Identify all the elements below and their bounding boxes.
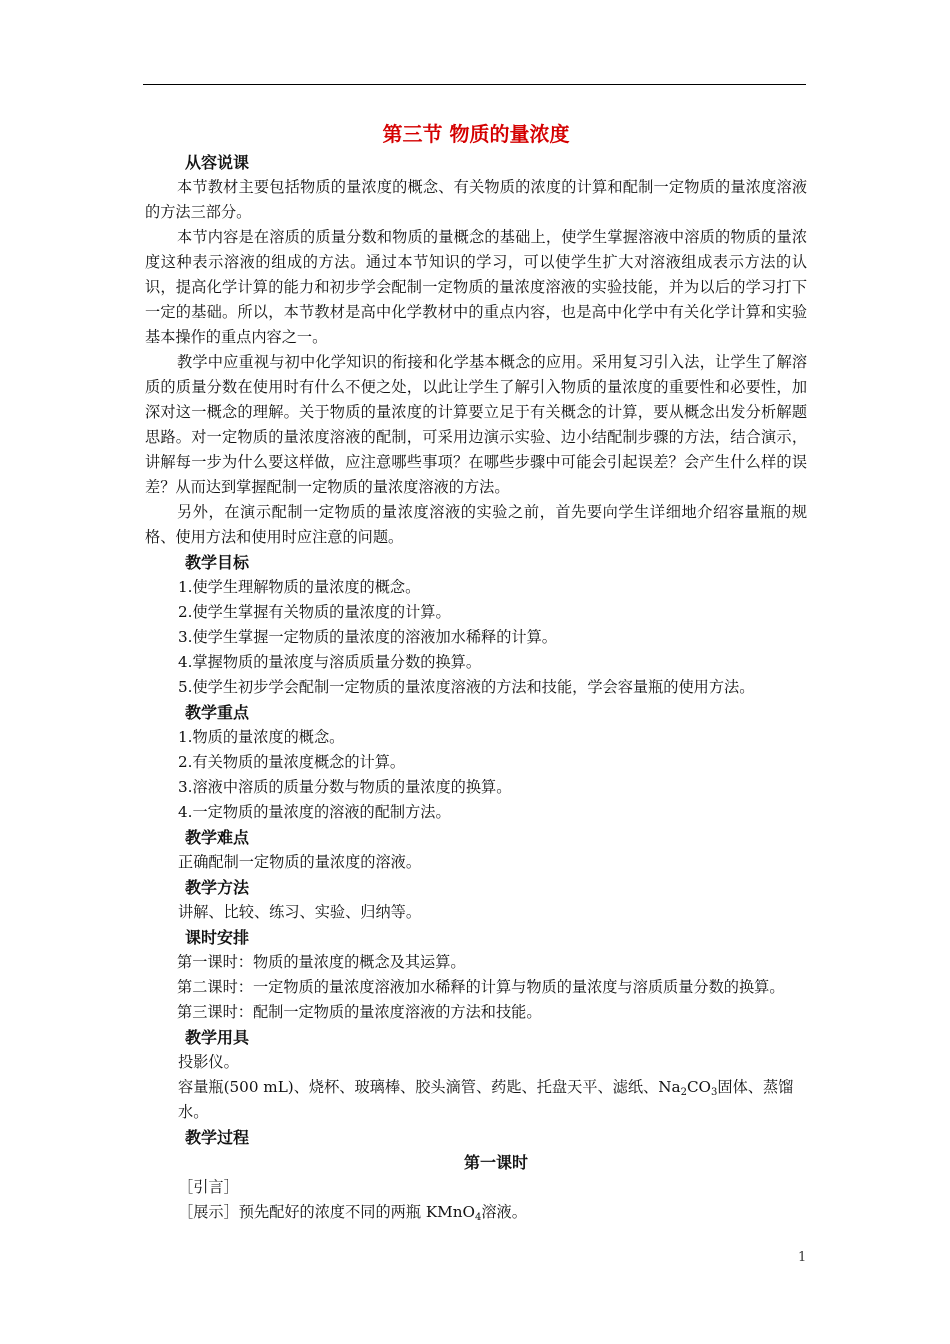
page-number: 1 bbox=[798, 1250, 807, 1265]
list-item: 5.使学生初步学会配制一定物质的量浓度溶液的方法和技能，学会容量瓶的使用方法。 bbox=[178, 678, 755, 696]
equipment-list bbox=[145, 1075, 807, 1125]
intro-tag: ［引言］ bbox=[178, 1178, 239, 1196]
heading-yongju: 教学用具 bbox=[185, 1028, 250, 1047]
list-item: 2.有关物质的量浓度概念的计算。 bbox=[178, 753, 406, 771]
lesson-title: 第一课时 bbox=[463, 1153, 528, 1172]
heading-guocheng: 教学过程 bbox=[185, 1128, 250, 1147]
list-item: 2.使学生掌握有关物质的量浓度的计算。 bbox=[178, 603, 451, 621]
list-item: 1.使学生理解物质的量浓度的概念。 bbox=[178, 578, 421, 596]
heading-congrong: 从容说课 bbox=[185, 153, 250, 172]
list-item: 4.掌握物质的量浓度与溶质质量分数的换算。 bbox=[178, 653, 482, 671]
list-item: 正确配制一定物质的量浓度的溶液。 bbox=[178, 853, 421, 871]
display-text: 预先配好的浓度不同的两瓶 KMnO bbox=[238, 1203, 475, 1221]
equipment-text: 固体、蒸馏水。 bbox=[178, 1078, 794, 1121]
subscript: 3 bbox=[711, 1087, 718, 1098]
heading-zhongdian: 教学重点 bbox=[185, 703, 250, 722]
list-item: 讲解、比较、练习、实验、归纳等。 bbox=[178, 903, 421, 921]
list-item: 第三课时：配制一定物质的量浓度溶液的方法和技能。 bbox=[177, 1003, 542, 1021]
paragraph: 另外，在演示配制一定物质的量浓度溶液的实验之前，首先要向学生详细地介绍容量瓶的规格、使用方法和使用时应注意的问题。 bbox=[145, 503, 807, 546]
list-item: 第一课时：物质的量浓度的概念及其运算。 bbox=[177, 953, 466, 971]
list-item: 第二课时：一定物质的量浓度溶液加水稀释的计算与物质的量浓度与溶质质量分数的换算。 bbox=[177, 978, 785, 996]
section-title: 第三节 物质的量浓度 bbox=[382, 122, 570, 146]
display-text: 溶液。 bbox=[481, 1203, 527, 1221]
list-item: 3.溶液中溶质的质量分数与物质的量浓度的换算。 bbox=[178, 778, 512, 796]
equipment-text: 容量瓶(500 mL)、烧杯、玻璃棒、胶头滴管、药匙、托盘天平、滤纸、Na bbox=[178, 1078, 681, 1096]
list-item: 3.使学生掌握一定物质的量浓度的溶液加水稀释的计算。 bbox=[178, 628, 557, 646]
display-line bbox=[145, 1200, 807, 1225]
heading-fangfa: 教学方法 bbox=[185, 878, 250, 897]
subscript: 2 bbox=[680, 1087, 687, 1098]
subscript: 4 bbox=[474, 1212, 482, 1223]
list-item: 投影仪。 bbox=[178, 1053, 239, 1071]
paragraph: 本节教材主要包括物质的量浓度的概念、有关物质的浓度的计算和配制一定物质的量浓度溶液的方法三部分。 bbox=[145, 178, 807, 221]
paragraph: 本节内容是在溶质的质量分数和物质的量概念的基础上，使学生掌握溶液中溶质的物质的量浓度这种表示溶液的组成的方法。通过本节知识的学习，可以使学生扩大对溶液组成表示方法的认识，提高化学计算的能力和初步学会配制一定物质的量浓度溶液的实验技能，并为以后的学习打下一定的基础。所以，本节教材是高中化学教材中的重点内容，也是高中化学中有关化学计算和实验基本操作的重点内容之一。 bbox=[145, 228, 807, 346]
heading-anpai: 课时安排 bbox=[185, 928, 250, 947]
heading-mubiao: 教学目标 bbox=[185, 553, 250, 572]
list-item: 1.物质的量浓度的概念。 bbox=[178, 728, 345, 746]
paragraph: 教学中应重视与初中化学知识的衔接和化学基本概念的应用。采用复习引入法，让学生了解溶质的质量分数在使用时有什么不便之处，以此让学生了解引入物质的量浓度的重要性和必要性，加深对这一概念的理解。关于物质的量浓度的计算要立足于有关概念的计算，要从概念出发分析解题思路。对一定物质的量浓度溶液的配制，可采用边演示实验、边小结配制步骤的方法，结合演示，讲解每一步为什么要这样做，应注意哪些事项？在哪些步骤中可能会引起误差？会产生什么样的误差？从而达到掌握配制一定物质的量浓度溶液的方法。 bbox=[145, 353, 807, 496]
heading-nandian: 教学难点 bbox=[185, 828, 250, 847]
document-body bbox=[145, 120, 807, 1225]
header-rule bbox=[143, 84, 806, 85]
display-tag: ［展示］ bbox=[178, 1203, 239, 1221]
list-item: 4.一定物质的量浓度的溶液的配制方法。 bbox=[178, 803, 451, 821]
equipment-text: CO bbox=[686, 1078, 712, 1096]
